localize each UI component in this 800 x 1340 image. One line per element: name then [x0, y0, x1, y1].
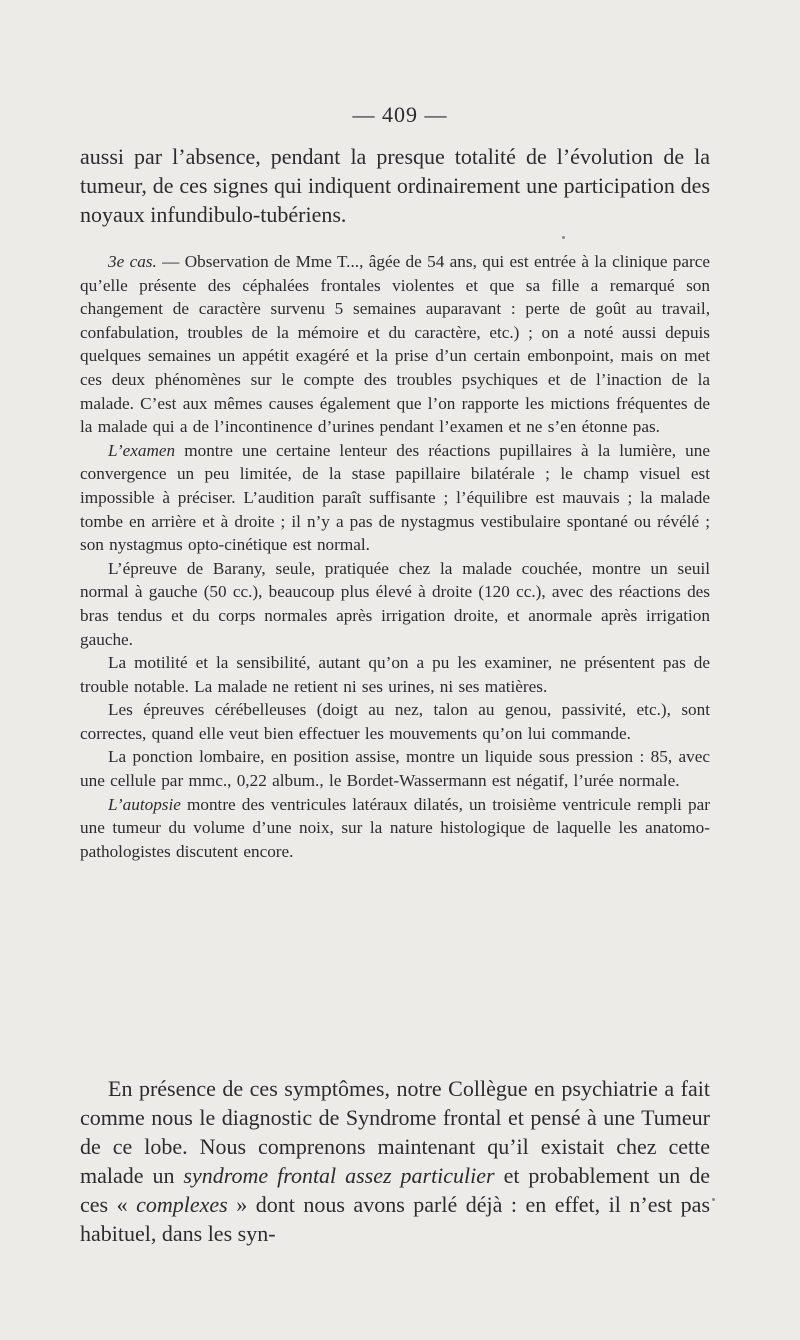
conclusion-part-3: » dont nous avons parlé déjà : en effet, il n’est pas habituel, dans les syn- [80, 1192, 710, 1246]
case-section [80, 250, 710, 863]
paper-speck [562, 236, 565, 239]
autopsie-label: L’autopsie [108, 794, 181, 814]
intro-text: aussi par l’absence, pendant la presque totalité de l’évolution de la tumeur, de ces signes qui indiquent ordinairement une participation des noyaux infundibulo-tubériens. [80, 144, 710, 227]
motilite-paragraph: La motilité et la sensibilité, autant qu’on a pu les examiner, ne présentent pas de trouble notable. La malade ne retient ni ses urines, ni ses matières. [80, 653, 710, 696]
conclusion-part-2: et probablement un de ces « [80, 1163, 711, 1217]
case-observation-text: — Observation de Mme T..., âgée de 54 ans, qui est entrée à la clinique parce qu’elle présente des céphalées frontales violentes et que sa fille a remarqué son changement de caractère survenu 5 semaines auparavant : perte de goût au travail, confabulation, troubles de la mémoire et du caractère, etc.) ; on a noté aussi depuis quelques semaines un appétit exagéré et la prise d’un certain embonpoint, mais on met ces deux phénomènes sur le compte des troubles psychiques et de l’inaction de la malade. C’est aux mêmes causes également que l’on rapporte les mictions fréquentes de la malade qui a de l’incontinence d’urines pendant l’examen et ne s’en étonne pas. [80, 252, 711, 437]
autopsie-text: montre des ventricules latéraux dilatés, un troisième ventricule rempli par une tumeur du volume d’une noix, sur la nature histologique de laquelle les anatomo-pathologistes discutent encore. [80, 794, 710, 861]
intro-paragraph [80, 142, 710, 229]
exam-label: L’examen [108, 440, 176, 460]
case-observation-paragraph [80, 250, 710, 439]
exam-text: montre une certaine lenteur des réactions pupillaires à la lumière, une convergence un peu limitée, de la stase papillaire bilatérale ; le champ visuel est impossible à préciser. L’audition paraît suffisante ; l’équilibre est mauvais ; la malade tombe en arrière et à droite ; il n’y a pas de nystagmus vestibulaire spontané ou révélé ; son nystagmus opto-cinétique est normal. [80, 440, 710, 555]
ponction-paragraph: La ponction lombaire, en position assise, montre un liquide sous pression : 85, avec une cellule par mmc., 0,22 album., le Bordet-Wassermann est négatif, l’urée normale. [80, 747, 710, 791]
autopsie-paragraph [80, 793, 710, 864]
conclusion-italic-1: syndrome frontal assez particulier [183, 1163, 495, 1188]
page-number: — 409 — [352, 102, 448, 127]
case-exam-paragraph [80, 439, 710, 557]
barany-paragraph: L’épreuve de Barany, seule, pratiquée chez la malade couchée, montre un seuil normal à gauche (50 cc.), beaucoup plus élevé à droite (120 cc.), avec des réactions des bras tendus et du corps normales après irrigation droite, et anormale après irrigation gauche. [80, 558, 710, 649]
conclusion-paragraph [80, 1074, 710, 1248]
case-label: 3e cas. [108, 252, 157, 271]
cerebelleuses-paragraph: Les épreuves cérébelleuses (doigt au nez, talon au genou, passivité, etc.), sont correctes, quand elle veut bien effectuer les mouvements qu’on lui commande. [80, 700, 710, 743]
conclusion-text [80, 1074, 710, 1248]
paper-speck [712, 1198, 715, 1201]
conclusion-italic-2: complexes [136, 1192, 228, 1217]
conclusion-part-1: En présence de ces symptômes, notre Collègue en psychiatrie a fait comme nous le diagnostic de Syndrome frontal et pensé à une Tumeur de ce lobe. Nous comprenons maintenant qu’il existait chez cette malade un [80, 1076, 710, 1188]
